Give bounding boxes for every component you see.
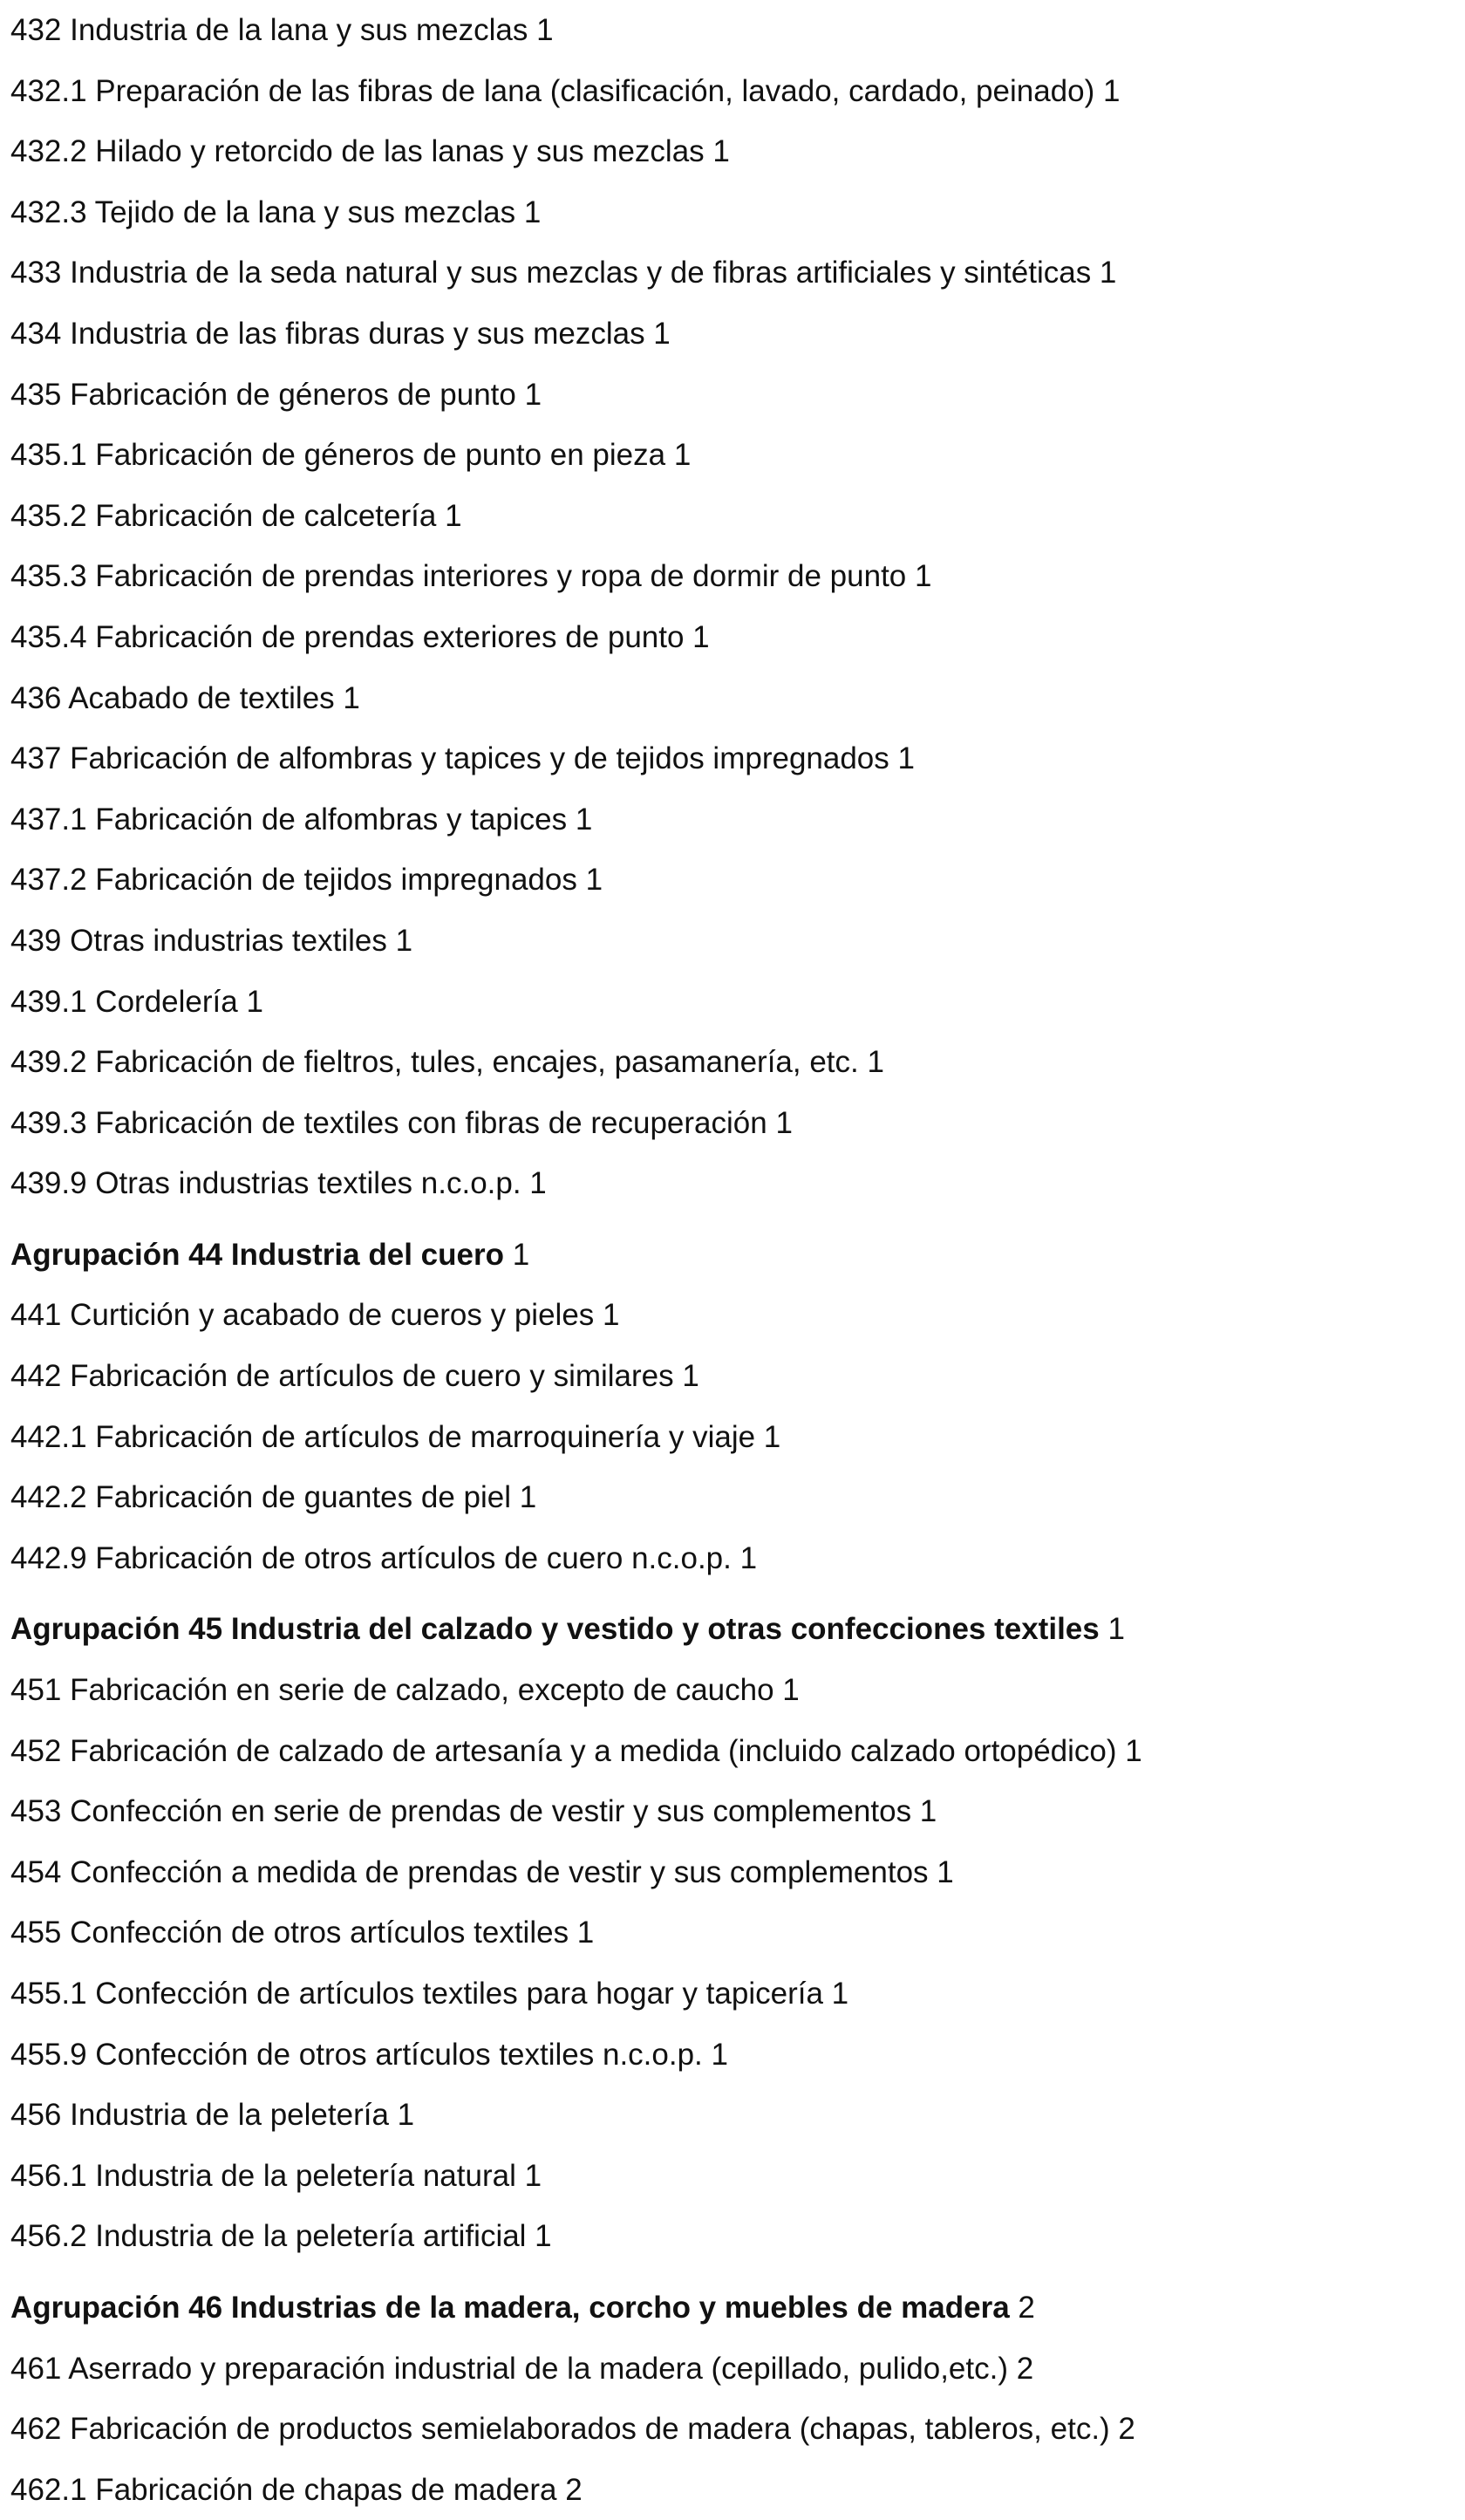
- list-item: 435.1 Fabricación de géneros de punto en pieza 1: [10, 438, 692, 473]
- list-item: 432.2 Hilado y retorcido de las lanas y sus mezclas 1: [10, 134, 730, 169]
- list-item: 442.1 Fabricación de artículos de marroquinería y viaje 1: [10, 1419, 781, 1454]
- list-item: 435.2 Fabricación de calcetería 1: [10, 498, 462, 533]
- list-item: 452 Fabricación de calzado de artesanía y a medida (incluido calzado ortopédico) 1: [10, 1733, 1142, 1768]
- list-item: 437.2 Fabricación de tejidos impregnados 1: [10, 863, 603, 898]
- list-item: 432 Industria de la lana y sus mezclas 1: [10, 13, 554, 47]
- list-item: 442.2 Fabricación de guantes de piel 1: [10, 1480, 537, 1515]
- document-list: [10, 0, 1458, 2520]
- list-item: 436 Acabado de textiles 1: [10, 680, 360, 715]
- list-item: 456.1 Industria de la peletería natural 1: [10, 2158, 542, 2193]
- group-heading-title: Agrupación 45 Industria del calzado y vestido y otras confecciones textiles: [10, 1612, 1100, 1647]
- list-item: 433 Industria de la seda natural y sus mezclas y de fibras artificiales y sintéticas 1: [10, 256, 1117, 290]
- list-item: 454 Confección a medida de prendas de vestir y sus complementos 1: [10, 1854, 954, 1889]
- group-heading-value: 2: [1018, 2290, 1035, 2325]
- list-item: 453 Confección en serie de prendas de vestir y sus complementos 1: [10, 1794, 937, 1829]
- section-agrupacion-45: [10, 1599, 1458, 2267]
- section-agrupacion-44: [10, 1225, 1458, 1589]
- list-item: 435.3 Fabricación de prendas interiores y ropa de dormir de punto 1: [10, 559, 932, 594]
- group-heading: [10, 1225, 1458, 1286]
- list-item: 435.4 Fabricación de prendas exteriores de punto 1: [10, 619, 710, 654]
- list-item: 439.1 Cordelería 1: [10, 984, 263, 1019]
- group-heading: [10, 1599, 1458, 1660]
- list-item: 451 Fabricación en serie de calzado, excepto de caucho 1: [10, 1673, 800, 1708]
- list-item: 442.9 Fabricación de otros artículos de cuero n.c.o.p. 1: [10, 1540, 758, 1575]
- list-item: 437 Fabricación de alfombras y tapices y de tejidos impregnados 1: [10, 741, 915, 776]
- list-item: 461 Aserrado y preparación industrial de la madera (cepillado, pulido,etc.) 2: [10, 2351, 1034, 2386]
- list-item: 439 Otras industrias textiles 1: [10, 923, 413, 958]
- list-item: 434 Industria de las fibras duras y sus mezclas 1: [10, 316, 671, 351]
- list-item: 456 Industria de la peletería 1: [10, 2098, 415, 2133]
- list-item: 439.9 Otras industrias textiles n.c.o.p. 1: [10, 1166, 547, 1201]
- list-item: 432.1 Preparación de las fibras de lana (clasificación, lavado, cardado, peinado) 1: [10, 73, 1121, 108]
- list-item: 439.3 Fabricación de textiles con fibras de recuperación 1: [10, 1105, 793, 1140]
- group-heading-value: 1: [512, 1237, 530, 1272]
- list-item: 455 Confección de otros artículos textiles 1: [10, 1916, 595, 1950]
- list-item: 462 Fabricación de productos semielaborados de madera (chapas, tableros, etc.) 2: [10, 2412, 1135, 2447]
- list-item: 437.1 Fabricación de alfombras y tapices 1: [10, 802, 593, 837]
- list-item: 441 Curtición y acabado de cueros y pieles 1: [10, 1298, 620, 1333]
- list-item: 462.1 Fabricación de chapas de madera 2: [10, 2472, 583, 2507]
- group-heading-title: Agrupación 44 Industria del cuero: [10, 1237, 504, 1272]
- list-item: 455.9 Confección de otros artículos textiles n.c.o.p. 1: [10, 2037, 728, 2072]
- list-item: 439.2 Fabricación de fieltros, tules, encajes, pasamanería, etc. 1: [10, 1045, 884, 1080]
- list-item: 455.1 Confección de artículos textiles para hogar y tapicería 1: [10, 1977, 849, 2011]
- group-heading: [10, 2278, 1458, 2339]
- section-textiles: [10, 0, 1458, 1214]
- section-agrupacion-46: [10, 2278, 1458, 2520]
- list-item: 456.2 Industria de la peletería artificial 1: [10, 2219, 552, 2254]
- list-item: 442 Fabricación de artículos de cuero y similares 1: [10, 1359, 699, 1394]
- group-heading-title: Agrupación 46 Industrias de la madera, corcho y muebles de madera: [10, 2290, 1010, 2325]
- list-item: 432.3 Tejido de la lana y sus mezclas 1: [10, 195, 542, 229]
- list-item: 435 Fabricación de géneros de punto 1: [10, 377, 542, 412]
- group-heading-value: 1: [1107, 1612, 1125, 1647]
